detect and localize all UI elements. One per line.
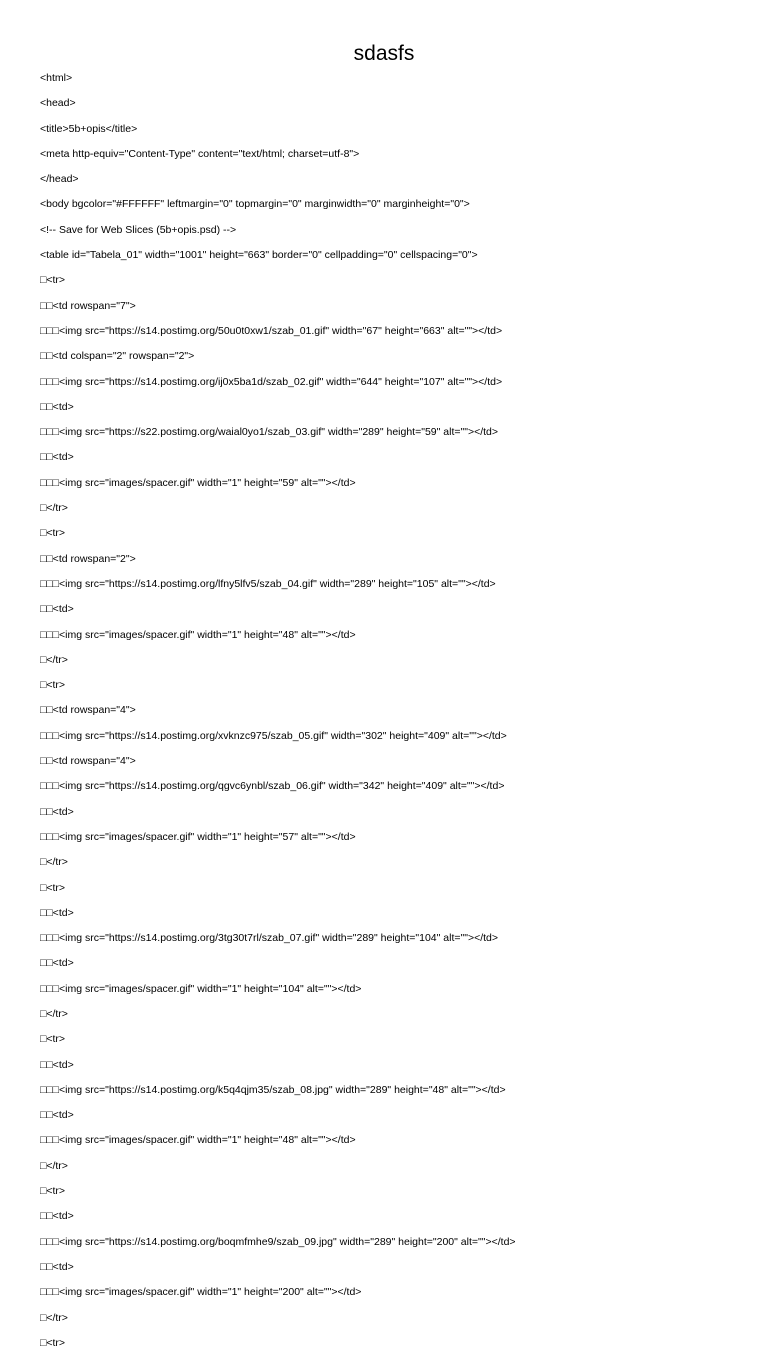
code-line: □</tr>: [40, 1159, 68, 1172]
code-line: □□□<img src="images/spacer.gif" width="1" height="48" alt=""></td>: [40, 628, 356, 641]
code-line: □□<td>: [40, 1210, 74, 1223]
code-listing: [40, 66, 760, 1356]
code-line: □<tr>: [40, 274, 66, 287]
code-line: □□<td rowspan="4">: [40, 755, 136, 768]
code-line: □□<td>: [40, 451, 74, 464]
code-line: □<tr>: [40, 1033, 66, 1046]
page-title: sdasfs: [353, 42, 415, 66]
code-line: □□□<img src="https://s14.postimg.org/ij0x5ba1d/szab_02.gif" width="644" height="107" alt=""></td>: [40, 375, 503, 388]
code-line: □□<td colspan="2" rowspan="2">: [40, 350, 195, 363]
code-line: □</tr>: [40, 1007, 68, 1020]
code-line: □</tr>: [40, 856, 68, 869]
code-line: □<tr>: [40, 527, 66, 540]
code-line: □□□<img src="images/spacer.gif" width="1" height="200" alt=""></td>: [40, 1286, 362, 1299]
code-line: □□<td>: [40, 1109, 74, 1122]
code-line: □□<td rowspan="2">: [40, 552, 136, 565]
code-line: □□<td>: [40, 400, 74, 413]
code-line: □□<td>: [40, 957, 74, 970]
code-line: □<tr>: [40, 1185, 66, 1198]
code-line: □□□<img src="https://s22.postimg.org/waial0yo1/szab_03.gif" width="289" height="59" alt=""></td>: [40, 426, 499, 439]
code-line: □□□<img src="images/spacer.gif" width="1" height="48" alt=""></td>: [40, 1134, 356, 1147]
code-line: □□□<img src="https://s14.postimg.org/50u0t0xw1/szab_01.gif" width="67" height="663" alt=""></td>: [40, 324, 503, 337]
code-line: □<tr>: [40, 679, 66, 692]
code-line: □□<td>: [40, 906, 74, 919]
code-line: □□□<img src="https://s14.postimg.org/lfny5lfv5/szab_04.gif" width="289" height="105" alt=""></td>: [40, 577, 496, 590]
code-line: □□<td>: [40, 1260, 74, 1273]
code-line: □□□<img src="https://s14.postimg.org/boqmfmhe9/szab_09.jpg" width="289" height="200" alt=""></td>: [40, 1235, 516, 1248]
code-line: □□□<img src="images/spacer.gif" width="1" height="59" alt=""></td>: [40, 476, 356, 489]
code-line: <head>: [40, 97, 76, 110]
code-line: □□□<img src="images/spacer.gif" width="1" height="104" alt=""></td>: [40, 982, 362, 995]
code-line: <!-- Save for Web Slices (5b+opis.psd) -->: [40, 223, 237, 236]
code-line: <table id="Tabela_01" width="1001" height="663" border="0" cellpadding="0" cellspacing="0">: [40, 249, 478, 262]
code-line: □□<td>: [40, 1058, 74, 1071]
code-line: □</tr>: [40, 1311, 68, 1324]
code-line: <meta http-equiv="Content-Type" content="text/html; charset=utf-8">: [40, 147, 360, 160]
code-line: <html>: [40, 72, 73, 84]
code-line: □□<td>: [40, 805, 74, 818]
code-line: □<tr>: [40, 1336, 66, 1349]
code-line: □□<td rowspan="4">: [40, 704, 136, 717]
code-line: □□□<img src="https://s14.postimg.org/3tg30t7rl/szab_07.gif" width="289" height="104" alt=""></td>: [40, 932, 499, 945]
code-line: □</tr>: [40, 502, 68, 515]
code-line: □</tr>: [40, 653, 68, 666]
code-line: □□□<img src="https://s14.postimg.org/xvknzc975/szab_05.gif" width="302" height="409" alt=""></td>: [40, 729, 507, 742]
code-line: □□<td>: [40, 603, 74, 616]
code-line: □□□<img src="https://s14.postimg.org/k5q4qjm35/szab_08.jpg" width="289" height="48" alt=""></td>: [40, 1083, 506, 1096]
code-line: </head>: [40, 173, 79, 186]
code-line: □□<td rowspan="7">: [40, 299, 136, 312]
code-line: □□□<img src="images/spacer.gif" width="1" height="57" alt=""></td>: [40, 830, 356, 843]
code-line: <body bgcolor="#FFFFFF" leftmargin="0" topmargin="0" marginwidth="0" marginheight="0">: [40, 198, 470, 211]
code-line: <title>5b+opis</title>: [40, 122, 138, 135]
code-line: □<tr>: [40, 881, 66, 894]
code-line: □□□<img src="https://s14.postimg.org/qgvc6ynbl/szab_06.gif" width="342" height="409" alt=""></td>: [40, 780, 505, 793]
